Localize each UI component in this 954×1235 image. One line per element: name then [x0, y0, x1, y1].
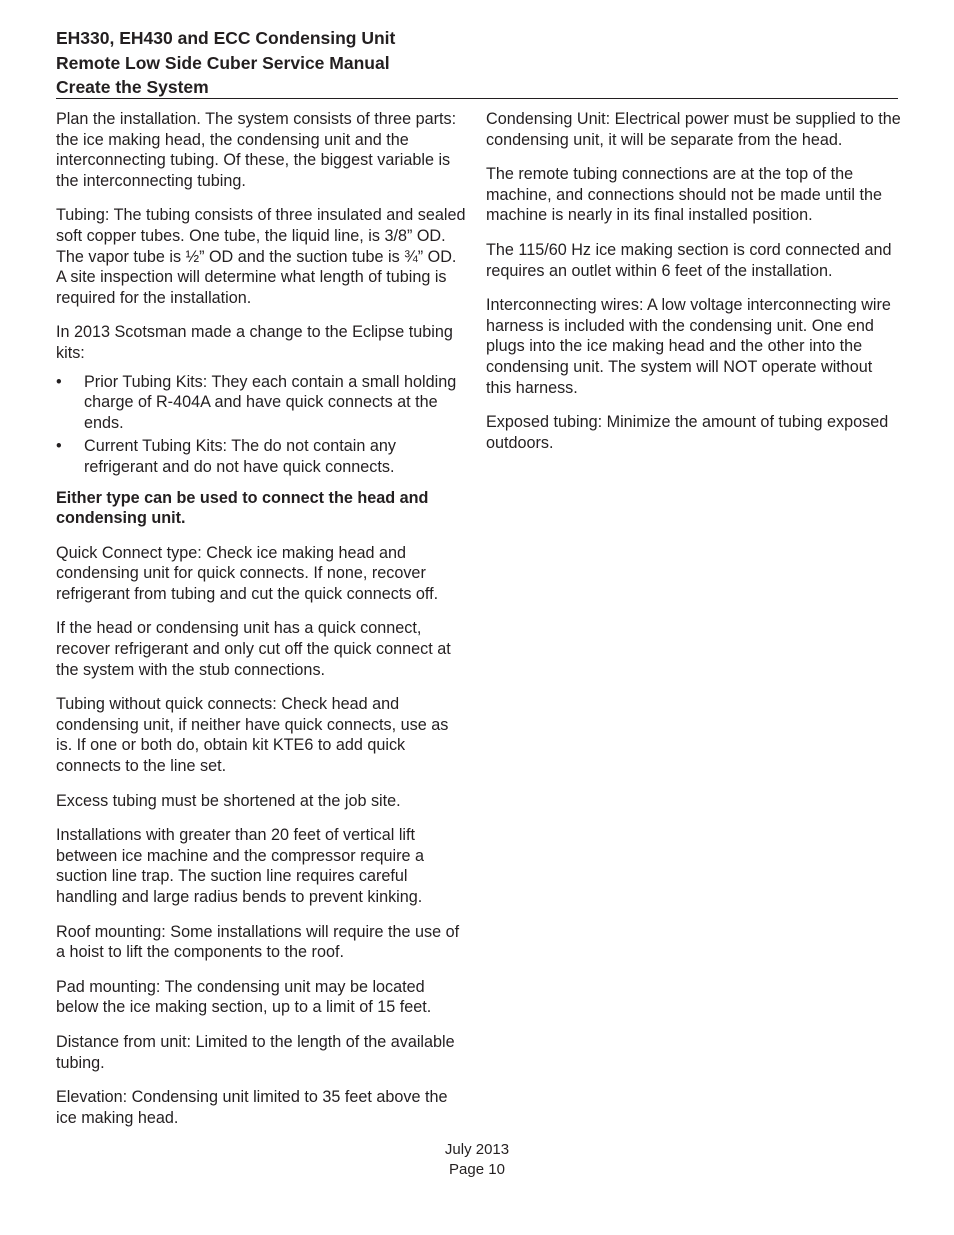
paragraph-roof-mounting: Roof mounting: Some installations will require the use of a hoist to lift the components to the roof.	[56, 922, 460, 962]
paragraph-tubing-without-quick-connects: Tubing without quick connects: Check head and condensing unit, if neither have quick connects, use as is. If one or both do, obtain kit KTE6 to add quick connects to the line set.	[56, 695, 449, 776]
tubing-kits-list	[56, 372, 468, 478]
page-header	[56, 26, 395, 100]
footer-date: July 2013	[444, 1141, 510, 1158]
page-footer	[0, 1140, 954, 1180]
paragraph-remote-tubing-connections: The remote tubing connections are at the top of the machine, and connections should not be made until the machine is nearly in its final installed position.	[486, 165, 882, 225]
list-item-current-tubing-kits	[56, 436, 468, 477]
bold-note-either-type: Either type can be used to connect the head and condensing unit.	[56, 488, 429, 528]
paragraph-excess-tubing: Excess tubing must be shortened at the job site.	[56, 791, 401, 810]
section-title: Create the System	[56, 77, 209, 97]
paragraph-vertical-lift: Installations with greater than 20 feet of vertical lift between ice machine and the compressor require a suction line trap. The suction line requires careful handling and large radius bends to prevent kinking.	[56, 826, 425, 906]
paragraph-exposed-tubing: Exposed tubing: Minimize the amount of tubing exposed outdoors.	[486, 413, 889, 452]
page-number: Page 10	[449, 1161, 505, 1178]
paragraph-condensing-unit-power: Condensing Unit: Electrical power must be supplied to the condensing unit, it will be separate from the head.	[486, 110, 901, 149]
list-item-text: Prior Tubing Kits: They each contain a small holding charge of R-404A and have quick connects at the ends.	[84, 372, 457, 432]
paragraph-plan-installation: Plan the installation. The system consists of three parts: the ice making head, the condensing unit and the interconnecting tubing. Of these, the biggest variable is the interconnecting tubing.	[56, 110, 457, 190]
list-item-prior-tubing-kits	[56, 372, 468, 434]
paragraph-tubing-kits-change: In 2013 Scotsman made a change to the Eclipse tubing kits:	[56, 323, 453, 362]
bullet-marker: •	[56, 372, 62, 391]
paragraph-pad-mounting: Pad mounting: The condensing unit may be located below the ice making section, up to a limit of 15 feet.	[56, 977, 432, 1017]
right-column	[486, 109, 901, 467]
header-title-line-1: EH330, EH430 and ECC Condensing Unit	[56, 28, 396, 48]
paragraph-elevation: Elevation: Condensing unit limited to 35 feet above the ice making head.	[56, 1088, 448, 1127]
paragraph-tubing: Tubing: The tubing consists of three insulated and sealed soft copper tubes. One tube, the liquid line, is 3/8” OD. The vapor tube is ½” OD and the suction tube is ¾” OD. A site inspection will determine what length of tubing is required for the installation.	[56, 206, 466, 307]
paragraph-head-quick-connect: If the head or condensing unit has a quick connect, recover refrigerant and only cut off the quick connect at the system with the stub connections.	[56, 619, 451, 679]
header-divider	[56, 98, 898, 99]
header-title-line-2: Remote Low Side Cuber Service Manual	[56, 52, 390, 73]
paragraph-interconnecting-wires: Interconnecting wires: A low voltage interconnecting wire harness is included with the condensing unit. One end plugs into the ice making head and the other into the condensing unit. The system will NOT operate without this harness.	[486, 296, 891, 397]
paragraph-quick-connect-type: Quick Connect type: Check ice making head and condensing unit for quick connects. If none, recover refrigerant from tubing and cut the quick connects off.	[56, 543, 439, 603]
paragraph-ice-making-section-outlet: The 115/60 Hz ice making section is cord connected and requires an outlet within 6 feet of the installation.	[486, 240, 892, 280]
left-column	[56, 109, 468, 1142]
bullet-marker: •	[56, 437, 62, 456]
paragraph-distance-from-unit: Distance from unit: Limited to the length of the available tubing.	[56, 1032, 455, 1072]
list-item-text: Current Tubing Kits: The do not contain any refrigerant and do not have quick connects.	[84, 437, 396, 476]
